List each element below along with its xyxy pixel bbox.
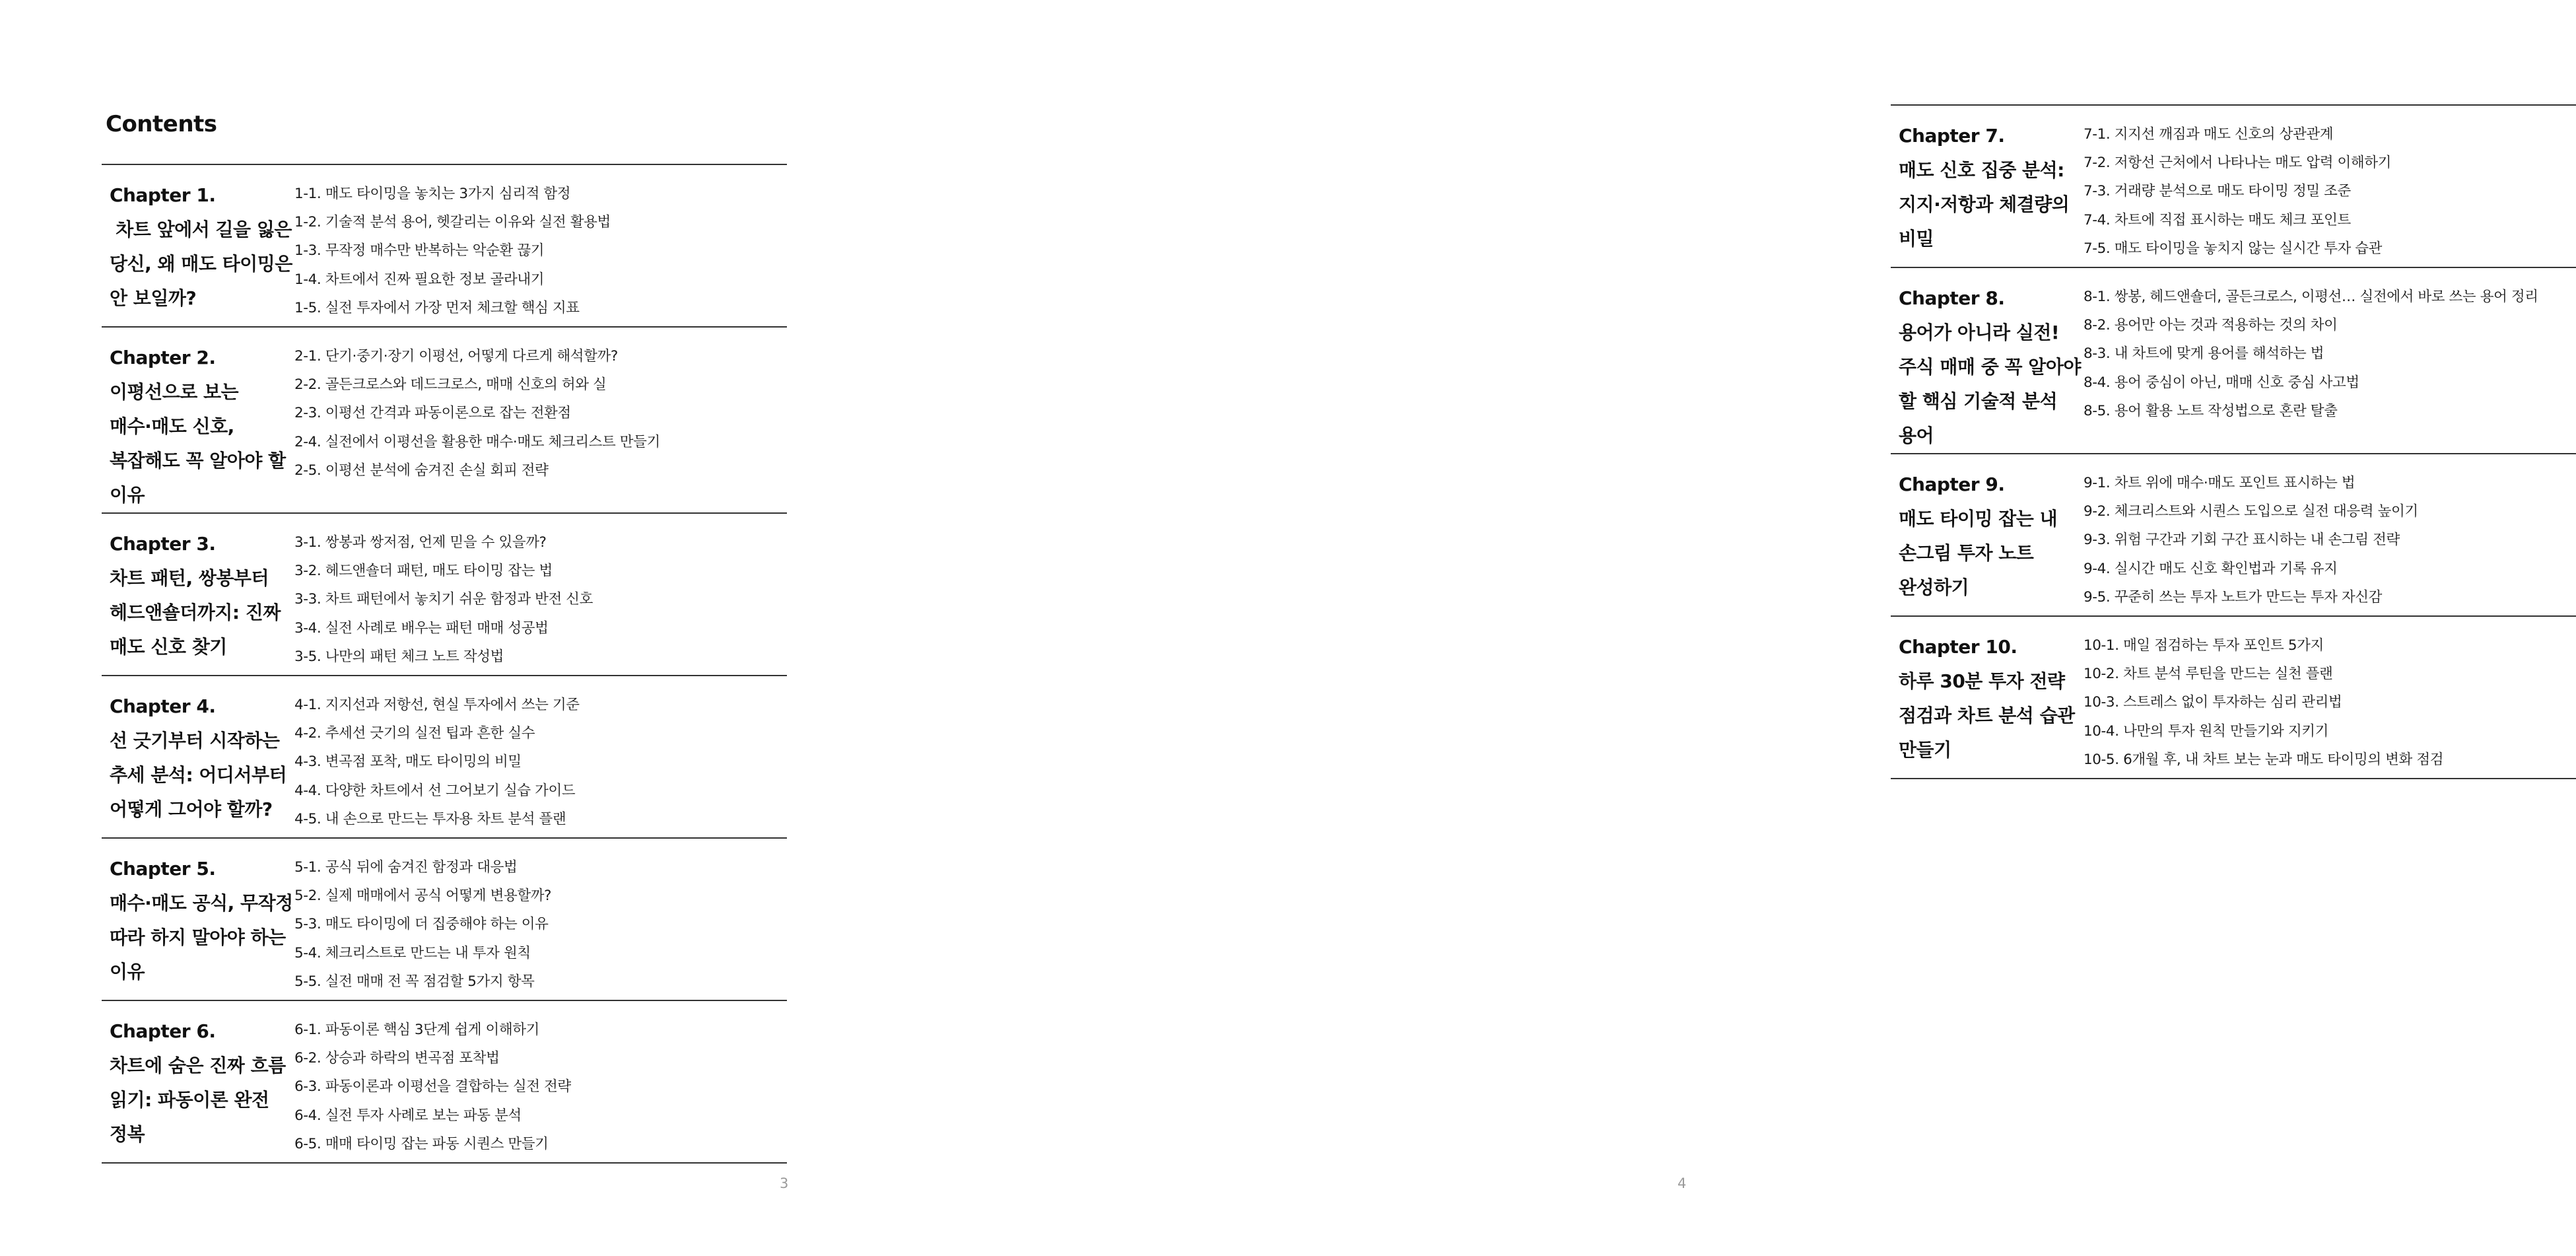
chapter-title-line: 만들기: [1899, 739, 1951, 761]
left-page: [0, 0, 891, 1256]
section-item[interactable]: 7-4. 차트에 직접 표시하는 매도 체크 포인트: [2084, 211, 2351, 228]
section-item[interactable]: 6-2. 상승과 하락의 변곡점 포착법: [294, 1050, 500, 1067]
chapter-title: [1891, 268, 2084, 453]
section-item[interactable]: 9-2. 체크리스트와 시퀀스 도입으로 실전 대응력 높이기: [2084, 503, 2418, 520]
chapter-title-line: 추세 분석: 어디서부터: [110, 764, 287, 786]
chapter-title-line: Chapter 8.: [1899, 287, 2005, 310]
chapter-title-line: 매수·매도 공식, 무작정: [110, 892, 293, 915]
chapter-title-line: 완성하기: [1899, 576, 1969, 599]
section-item[interactable]: 1-4. 차트에서 진짜 필요한 정보 골라내기: [294, 271, 545, 288]
chapter-title-line: 당신, 왜 매도 타이밍은: [110, 253, 292, 275]
section-item[interactable]: 3-3. 차트 패턴에서 놓치기 쉬운 함정과 반전 신호: [294, 591, 593, 608]
chapter-title-line: Chapter 2.: [110, 347, 216, 369]
section-list: [2084, 268, 2576, 453]
section-item[interactable]: 6-3. 파동이론과 이평선을 결합하는 실전 전략: [294, 1078, 571, 1096]
chapter-title-line: 이유: [110, 484, 145, 506]
chapter-title-line: 매도 신호 찾기: [110, 636, 227, 658]
chapter-title-line: 주식 매매 중 꼭 알아야: [1899, 356, 2081, 378]
chapter-title-line: Chapter 10.: [1899, 636, 2017, 658]
chapter-title-line: 할 핵심 기술적 분석: [1899, 390, 2058, 413]
section-item[interactable]: 7-1. 지지선 깨짐과 매도 신호의 상관관계: [2084, 126, 2334, 143]
chapter-title-line: 정복: [110, 1123, 145, 1146]
section-item[interactable]: 2-1. 단기·중기·장기 이평선, 어떻게 다르게 해석할까?: [294, 348, 618, 365]
section-item[interactable]: 9-4. 실시간 매도 신호 확인법과 기록 유지: [2084, 560, 2338, 577]
chapter-title: [102, 1001, 294, 1162]
section-item[interactable]: 8-5. 용어 활용 노트 작성법으로 혼란 탈출: [2084, 402, 2338, 419]
chapter-title-line: 헤드앤숄더까지: 진짜: [110, 602, 281, 624]
chapter-title-line: 매도 신호 집중 분석:: [1899, 159, 2064, 181]
chapter-title-line: 차트 패턴, 쌍봉부터: [110, 567, 269, 590]
chapter-entry[interactable]: [1891, 104, 2576, 267]
chapter-title-line: 어떻게 그어야 할까?: [110, 798, 273, 821]
chapter-title-line: 따라 하지 말아야 하는: [110, 926, 286, 949]
chapter-title: [102, 165, 294, 326]
chapter-entry[interactable]: [102, 164, 787, 326]
section-item[interactable]: 8-3. 내 차트에 맞게 용어를 해석하는 법: [2084, 345, 2324, 363]
chapter-title-line: 차트에 숨은 진짜 흐름: [110, 1055, 286, 1077]
contents-heading: Contents: [106, 111, 217, 137]
section-item[interactable]: 1-3. 무작정 매수만 반복하는 악순환 끊기: [294, 242, 545, 260]
chapter-title-line: Chapter 7.: [1899, 125, 2005, 147]
section-item[interactable]: 10-3. 스트레스 없이 투자하는 심리 관리법: [2084, 694, 2342, 711]
chapter-title: [1891, 454, 2084, 615]
section-list: [294, 676, 787, 837]
section-list: [294, 165, 787, 326]
section-list: [2084, 617, 2576, 778]
chapter-title: [102, 839, 294, 1000]
section-item[interactable]: 5-1. 공식 뒤에 숨겨진 함정과 대응법: [294, 859, 518, 876]
section-list: [294, 839, 787, 1000]
section-item[interactable]: 5-3. 매도 타이밍에 더 집중해야 하는 이유: [294, 916, 549, 933]
chapter-title: [102, 676, 294, 837]
section-list: [2084, 454, 2576, 615]
section-item[interactable]: 2-5. 이평선 분석에 숨겨진 손실 회피 전략: [294, 462, 549, 479]
chapter-title-line: 읽기: 파동이론 완전: [110, 1089, 269, 1111]
chapter-title-line: Chapter 6.: [110, 1020, 216, 1043]
chapter-entry[interactable]: [102, 837, 787, 1000]
chapter-entry[interactable]: [102, 1000, 787, 1164]
chapter-title: [1891, 106, 2084, 267]
section-item[interactable]: 4-1. 지지선과 저항선, 현실 투자에서 쓰는 기준: [294, 697, 580, 714]
section-item[interactable]: 5-4. 체크리스트로 만드는 내 투자 원칙: [294, 944, 531, 961]
section-list: [294, 514, 787, 675]
section-item[interactable]: 4-3. 변곡점 포착, 매도 타이밍의 비밀: [294, 753, 522, 771]
section-item[interactable]: 6-4. 실전 투자 사례로 보는 파동 분석: [294, 1107, 522, 1124]
chapter-title: [1891, 617, 2084, 778]
section-item[interactable]: 9-3. 위험 구간과 기회 구간 표시하는 내 손그림 전략: [2084, 532, 2400, 549]
section-item[interactable]: 4-2. 추세선 긋기의 실전 팁과 흔한 실수: [294, 725, 535, 742]
chapter-title-line: 용어가 아니라 실전!: [1899, 322, 2060, 344]
right-page: [891, 0, 2538, 1256]
section-item[interactable]: 1-5. 실전 투자에서 가장 먼저 체크할 핵심 지표: [294, 299, 580, 316]
section-item[interactable]: 10-5. 6개월 후, 내 차트 보는 눈과 매도 타이밍의 변화 점검: [2084, 751, 2444, 768]
section-item[interactable]: 4-4. 다양한 차트에서 선 그어보기 실습 가이드: [294, 782, 576, 799]
chapter-title-line: 비밀: [1899, 228, 1934, 250]
chapter-title-line: 이유: [110, 961, 145, 983]
section-item[interactable]: 10-2. 차트 분석 루틴을 만드는 실천 플랜: [2084, 666, 2333, 683]
chapter-title-line: 이평선으로 보는: [110, 381, 239, 403]
chapter-title-line: Chapter 4.: [110, 695, 216, 718]
section-item[interactable]: 5-2. 실제 매매에서 공식 어떻게 변용할까?: [294, 888, 552, 905]
section-item[interactable]: 2-3. 이평선 간격과 파동이론으로 잡는 전환점: [294, 405, 571, 422]
chapter-entry[interactable]: [102, 512, 787, 675]
toc-list-right: [1891, 104, 2576, 779]
chapter-title-line: 안 보일까?: [110, 287, 197, 309]
section-item[interactable]: 6-1. 파동이론 핵심 3단계 쉽게 이해하기: [294, 1022, 539, 1039]
section-item[interactable]: 7-3. 거래량 분석으로 매도 타이밍 정밀 조준: [2084, 183, 2351, 200]
chapter-title-line: Chapter 9.: [1899, 473, 2005, 496]
section-item[interactable]: 3-5. 나만의 패턴 체크 노트 작성법: [294, 648, 504, 665]
chapter-title-line: 차트 앞에서 길을 잃은: [110, 219, 292, 240]
chapter-title: [102, 328, 294, 512]
page-number: 4: [1678, 1175, 1687, 1191]
chapter-title-line: 용어: [1899, 425, 1934, 447]
chapter-title-line: 매수·매도 신호,: [110, 415, 234, 438]
chapter-title-line: 복잡해도 꼭 알아야 할: [110, 450, 286, 472]
chapter-entry[interactable]: [102, 675, 787, 837]
chapter-title: [102, 514, 294, 675]
chapter-entry[interactable]: [1891, 267, 2576, 453]
section-item[interactable]: 5-5. 실전 매매 전 꼭 점검할 5가지 항목: [294, 973, 535, 990]
chapter-entry[interactable]: [1891, 453, 2576, 615]
section-item[interactable]: 3-2. 헤드앤숄더 패턴, 매도 타이밍 잡는 법: [294, 563, 553, 580]
section-item[interactable]: 1-2. 기술적 분석 용어, 헷갈리는 이유와 실전 활용법: [294, 214, 611, 231]
toc-list-left: [102, 164, 787, 1164]
chapter-title-line: 지지·저항과 체결량의: [1899, 193, 2070, 215]
section-item[interactable]: 10-4. 나만의 투자 원칙 만들기와 지키기: [2084, 722, 2328, 740]
section-item[interactable]: 9-5. 꾸준히 쓰는 투자 노트가 만드는 투자 자신감: [2084, 588, 2383, 606]
section-item[interactable]: 4-5. 내 손으로 만드는 투자용 차트 분석 플랜: [294, 810, 566, 827]
chapter-title-line: 점검과 차트 분석 습관: [1899, 705, 2075, 727]
section-list: [294, 1001, 787, 1162]
section-item[interactable]: 8-1. 쌍봉, 헤드앤숄더, 골든크로스, 이평선… 실전에서 바로 쓰는 용어 정리: [2084, 289, 2538, 306]
section-item[interactable]: 3-4. 실전 사례로 배우는 패턴 매매 성공법: [294, 619, 549, 637]
section-item[interactable]: 8-2. 용어만 아는 것과 적용하는 것의 차이: [2084, 317, 2338, 334]
chapter-entry[interactable]: [1891, 615, 2576, 779]
section-item[interactable]: 1-1. 매도 타이밍을 놓치는 3가지 심리적 함정: [294, 186, 571, 202]
chapter-title-line: 매도 타이밍 잡는 내: [1899, 508, 2058, 530]
section-item[interactable]: 10-1. 매일 점검하는 투자 포인트 5가지: [2084, 637, 2324, 654]
section-item[interactable]: 7-2. 저항선 근처에서 나타나는 매도 압력 이해하기: [2084, 155, 2391, 172]
section-list: [294, 328, 787, 512]
section-item[interactable]: 2-2. 골든크로스와 데드크로스, 매매 신호의 허와 실: [294, 376, 607, 394]
section-item[interactable]: 9-1. 차트 위에 매수·매도 포인트 표시하는 법: [2084, 475, 2356, 492]
chapter-entry[interactable]: [102, 326, 787, 512]
chapter-title-line: Chapter 1.: [110, 184, 216, 206]
section-item[interactable]: 3-1. 쌍봉과 쌍저점, 언제 믿을 수 있을까?: [294, 534, 547, 551]
chapter-title-line: Chapter 5.: [110, 858, 216, 880]
chapter-title-line: 선 긋기부터 시작하는: [110, 730, 280, 752]
chapter-title-line: 하루 30분 투자 전략: [1899, 670, 2065, 693]
chapter-title-line: Chapter 3.: [110, 533, 216, 555]
section-item[interactable]: 2-4. 실전에서 이평선을 활용한 매수·매도 체크리스트 만들기: [294, 433, 660, 450]
section-item[interactable]: 6-5. 매매 타이밍 잡는 파동 시퀀스 만들기: [294, 1135, 549, 1152]
chapter-title-line: 손그림 투자 노트: [1899, 542, 2034, 565]
page-number: 3: [780, 1175, 789, 1191]
section-item[interactable]: 7-5. 매도 타이밍을 놓치지 않는 실시간 투자 습관: [2084, 240, 2383, 257]
section-list: [2084, 106, 2576, 267]
section-item[interactable]: 8-4. 용어 중심이 아닌, 매매 신호 중심 사고법: [2084, 374, 2359, 391]
